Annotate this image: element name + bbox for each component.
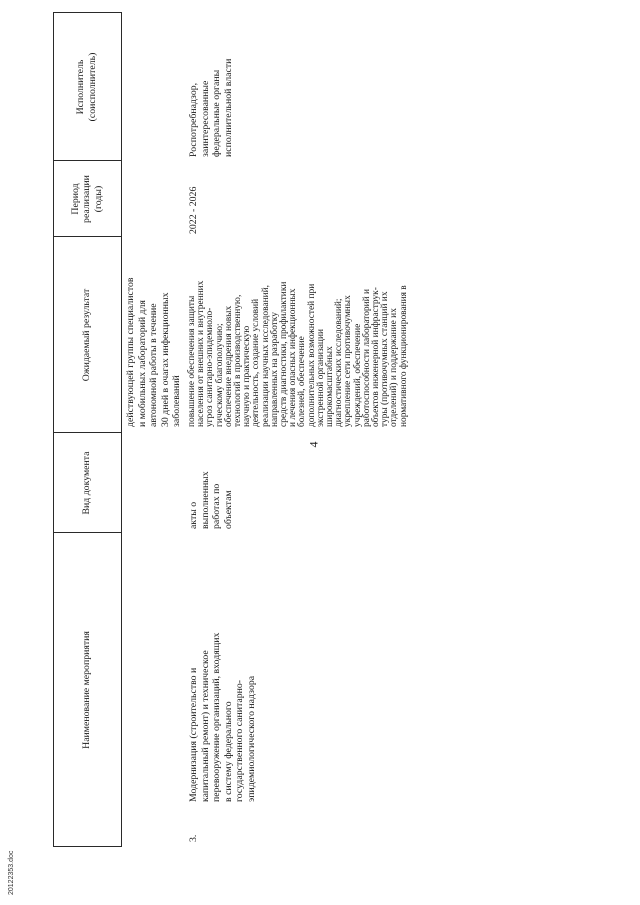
text-line: средств диагностики, профилактики <box>279 281 290 427</box>
text-line: деятельность, создание условий <box>251 298 262 427</box>
text-line: экстренной организации <box>315 329 326 427</box>
text-line: обеспечение внедрения новых <box>223 305 234 427</box>
text-line: отделений) и поддержание их <box>389 308 400 427</box>
text-line: работах по <box>211 483 223 529</box>
text-line: технологий в производственную, <box>233 294 244 427</box>
text-line: туры (противочумных станций их <box>380 291 391 427</box>
header-bottom-rule <box>121 12 122 847</box>
continued-result <box>121 277 183 427</box>
header-result <box>53 237 121 433</box>
row-result <box>188 281 409 427</box>
text-line: работоспособности лабораторий и <box>361 289 372 427</box>
row-executor <box>188 59 234 157</box>
text-line: заинтересованные <box>199 80 211 157</box>
text-line: и мобильных лабораторий для <box>136 300 148 427</box>
header-executor <box>53 13 121 161</box>
text-line: учреждений, обеспечение <box>352 323 363 427</box>
header-period <box>53 161 121 237</box>
text-line: болезней, обеспечение <box>297 336 308 427</box>
text-line: 30 дней в очагах инфекционных <box>159 292 171 427</box>
header-executor-line: (соисполнитель) <box>87 52 98 122</box>
header-result-text: Ожидаемый результат <box>81 288 93 382</box>
text-line: государственного санитарно- <box>234 679 246 802</box>
header-doc-type-text: Вид документа <box>81 451 93 515</box>
text-line: в систему федерального <box>222 701 234 802</box>
header-period-line: (годы) <box>92 185 104 213</box>
row-number: 3. <box>188 834 199 842</box>
text-line: направленных на разработку <box>269 312 280 427</box>
text-line: объектам <box>222 490 234 529</box>
text-line: дополнительных возможностей при <box>306 283 317 427</box>
row-name <box>188 633 258 802</box>
file-code: 20122353.doc <box>8 850 15 895</box>
text-line: научную и практическую <box>242 325 253 427</box>
text-line: Роспотребнадзор, <box>188 82 199 157</box>
text-line: капитальный ремонт) и техническое <box>199 650 211 802</box>
text-line: действующей группы специалистов <box>125 277 136 427</box>
header-doc-type <box>53 433 121 533</box>
text-line: выполненных <box>199 471 211 529</box>
header-executor-line: Исполнитель <box>75 59 87 115</box>
text-line: населения от внешних и внутренних <box>196 280 207 427</box>
page-number: 4 <box>306 441 321 448</box>
text-line: гическому благополучию; <box>214 323 225 427</box>
text-line: широкомасштабных <box>325 346 336 427</box>
text-line: эпидемиологического надзора <box>245 675 257 802</box>
row-period: 2022 - 2026 <box>188 186 199 234</box>
text-line: исполнительной власти <box>222 58 234 157</box>
text-line: заболеваний <box>171 375 183 427</box>
text-line: и лечения опасных инфекционных <box>288 288 299 427</box>
rotated-table <box>53 12 409 847</box>
text-line: реализации научных исследований, <box>260 285 271 427</box>
text-line: автономной работы в течение <box>148 303 160 427</box>
text-line: Модернизация (строительство и <box>188 667 199 802</box>
header-period-line: Период <box>69 183 81 215</box>
header-name-text: Наименование мероприятия <box>81 631 93 749</box>
row-doc-type <box>188 471 234 529</box>
text-line: акты о <box>188 501 199 529</box>
header-name <box>53 533 121 847</box>
text-line: нормативного функционирования в <box>398 285 409 427</box>
text-line: объектов инженерной инфраструк- <box>371 287 382 427</box>
text-line: повышение обеспечения защиты <box>187 295 197 427</box>
text-line: диагностических исследований; <box>334 298 345 427</box>
header-period-line: реализации <box>81 175 93 223</box>
text-line: укрепление сети противочумных <box>343 295 354 427</box>
text-line: угроз санитарно-эпидемиоло- <box>205 307 216 427</box>
text-line: федеральные органы <box>211 69 223 157</box>
text-line: перевооружение организаций, входящих <box>211 632 223 802</box>
